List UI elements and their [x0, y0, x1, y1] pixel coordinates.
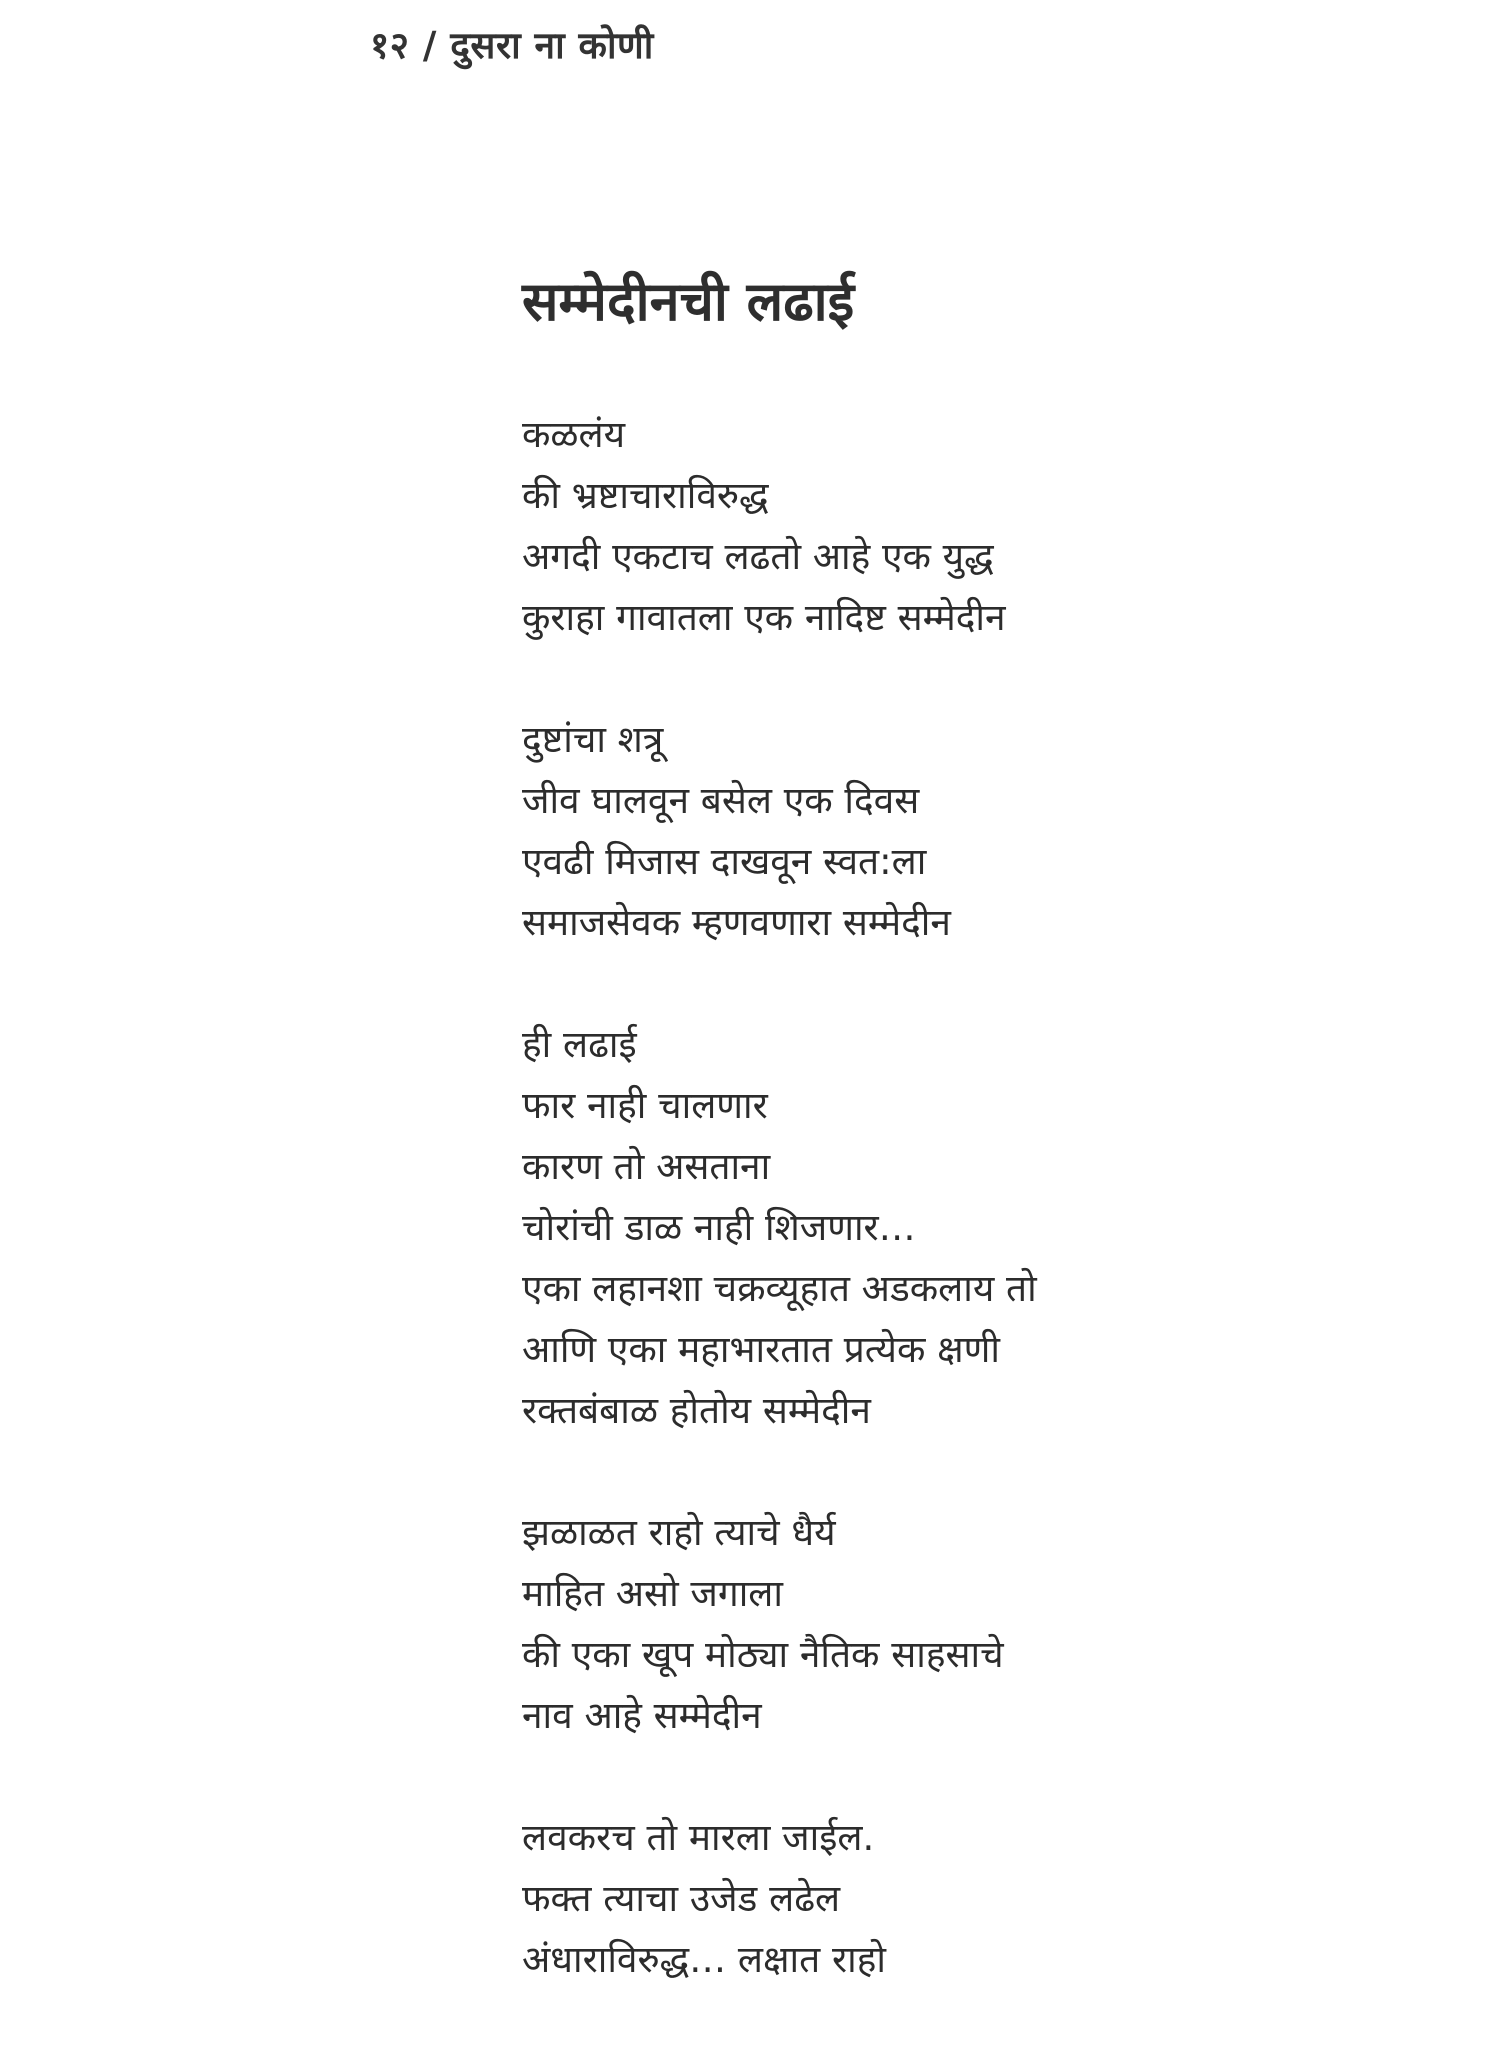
poem-body — [522, 404, 1422, 2051]
poem-title: सम्मेदीनची लढाई — [522, 270, 855, 333]
poem-line: अगदी एकटाच लढतो आहे एक युद्ध — [522, 535, 994, 578]
poem-line: ही लढाई — [522, 1023, 637, 1066]
poem-line: कारण तो असताना — [522, 1145, 771, 1188]
poem-line: की एका खूप मोठ्या नैतिक साहसाचे — [522, 1633, 1004, 1676]
poem-line: आणि एका महाभारतात प्रत्येक क्षणी — [522, 1328, 1001, 1371]
book-title: दुसरा ना कोणी — [450, 24, 654, 67]
poem-line: एवढी मिजास दाखवून स्वत:ला — [522, 840, 927, 883]
poem-line: की भ्रष्टाचाराविरुद्ध — [522, 474, 769, 517]
poem-line: रक्तबंबाळ होतोय सम्मेदीन — [522, 1389, 871, 1432]
poem-line: एका लहानशा चक्रव्यूहात अडकलाय तो — [522, 1267, 1037, 1310]
poem-line: माहित असो जगाला — [522, 1572, 783, 1615]
poem-line: कुराहा गावातला एक नादिष्ट सम्मेदीन — [522, 596, 1006, 639]
stanza — [522, 1807, 1422, 1990]
poem-line: फक्त त्याचा उजेड लढेल — [522, 1877, 841, 1920]
header-separator: / — [422, 24, 437, 67]
poem-line: नाव आहे सम्मेदीन — [522, 1694, 762, 1737]
stanza — [522, 709, 1422, 953]
page-number: १२ — [370, 24, 410, 67]
poem-line: अंधाराविरुद्ध… लक्षात राहो — [522, 1938, 886, 1981]
stanza — [522, 404, 1422, 648]
poem-line: झळाळत राहो त्याचे धैर्य — [522, 1511, 836, 1554]
poem-line: लवकरच तो मारला जाईल. — [522, 1816, 875, 1859]
stanza — [522, 1014, 1422, 1441]
poem-line: जीव घालवून बसेल एक दिवस — [522, 779, 920, 822]
poem-line: फार नाही चालणार — [522, 1084, 768, 1127]
poem-line: चोरांची डाळ नाही शिजणार… — [522, 1206, 916, 1249]
poem-line: कळलंय — [522, 413, 626, 456]
poem-line: समाजसेवक म्हणवणारा सम्मेदीन — [522, 901, 951, 944]
running-header — [370, 18, 654, 69]
poem-line: दुष्टांचा शत्रू — [522, 718, 664, 761]
stanza — [522, 1502, 1422, 1746]
